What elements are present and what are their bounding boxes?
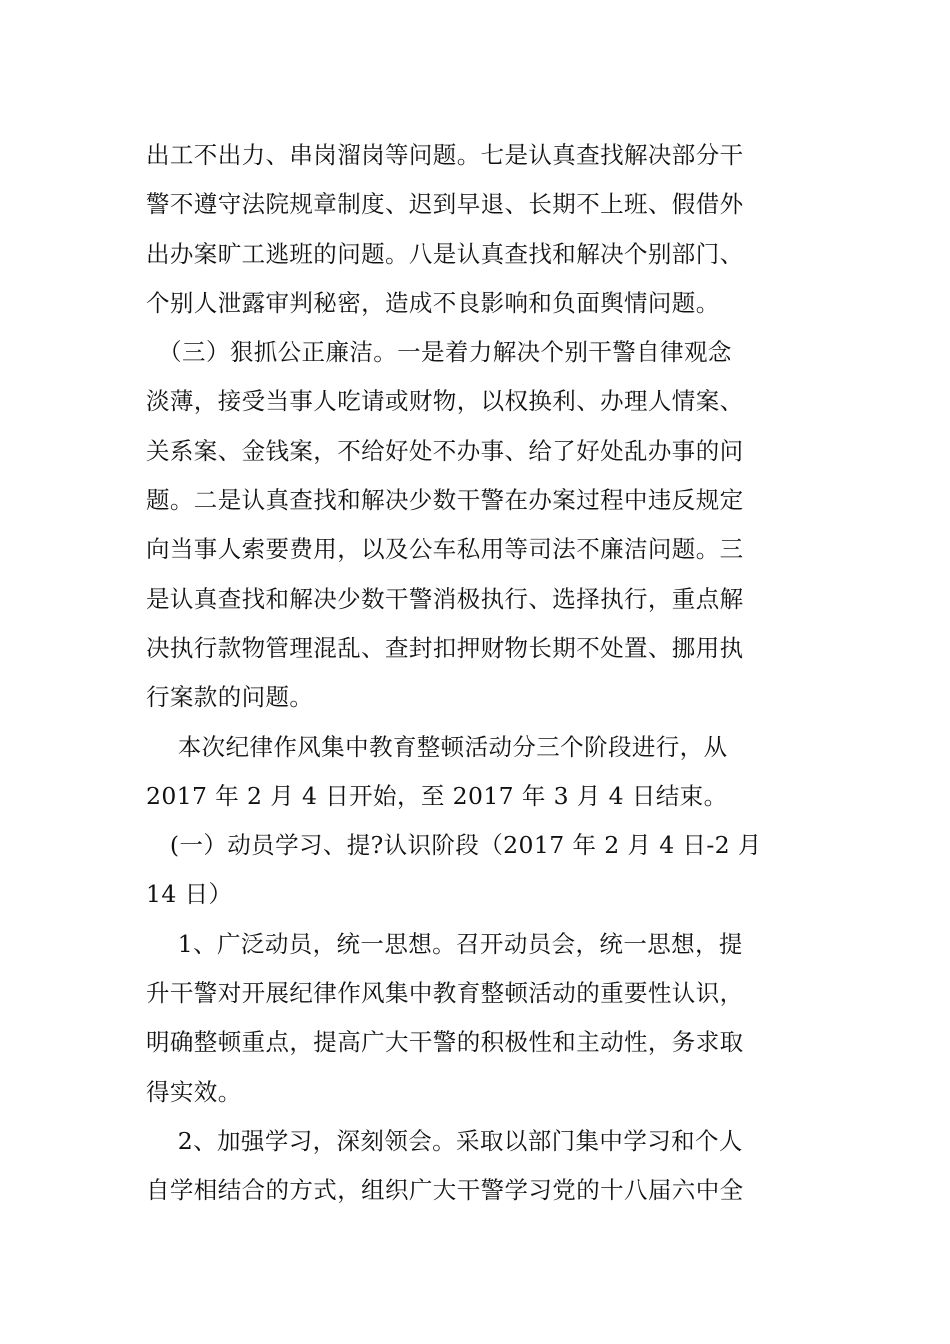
text-line: 自学相结合的方式，组织广大干警学习党的十八届六中全 bbox=[146, 1176, 744, 1205]
text-line: 得实效。 bbox=[146, 1077, 242, 1106]
text-line: 题。二是认真查找和解决少数干警在办案过程中违反规定 bbox=[146, 486, 744, 515]
text-line: 个别人泄露审判秘密，造成不良影响和负面舆情问题。 bbox=[146, 288, 720, 317]
text-line: 淡薄，接受当事人吃请或财物，以权换利、办理人情案、 bbox=[146, 387, 744, 416]
text-line: 14 日） bbox=[146, 880, 233, 909]
text-line: 明确整顿重点，提高广大干警的积极性和主动性，务求取 bbox=[146, 1028, 744, 1057]
text-line: 是认真查找和解决少数干警消极执行、选择执行，重点解 bbox=[146, 584, 744, 613]
text-line: 行案款的问题。 bbox=[146, 683, 314, 712]
text-line: （三）狠抓公正廉洁。一是着力解决个别干警自律观念 bbox=[146, 338, 732, 367]
document-body bbox=[146, 131, 811, 1216]
text-line: 警不遵守法院规章制度、迟到早退、长期不上班、假借外 bbox=[146, 190, 744, 219]
text-line: 本次纪律作风集中教育整顿活动分三个阶段进行，从 bbox=[146, 732, 728, 761]
text-line: 出办案旷工逃班的问题。八是认真查找和解决个别部门、 bbox=[146, 239, 744, 268]
text-line: 2、加强学习，深刻领会。采取以部门集中学习和个人 bbox=[146, 1126, 743, 1155]
text-line: 决执行款物管理混乱、查封扣押财物长期不处置、挪用执 bbox=[146, 633, 744, 662]
text-line: 出工不出力、串岗溜岗等问题。七是认真查找解决部分干 bbox=[146, 141, 744, 169]
text-line: 向当事人索要费用，以及公车私用等司法不廉洁问题。三 bbox=[146, 535, 744, 564]
text-line: 关系案、金钱案，不给好处不办事、给了好处乱办事的问 bbox=[146, 436, 744, 465]
text-line: 2017 年 2 月 4 日开始，至 2017 年 3 月 4 日结束。 bbox=[146, 781, 728, 810]
text-line: 1、广泛动员，统一思想。召开动员会，统一思想，提 bbox=[146, 929, 743, 958]
text-line: (一）动员学习、提?认识阶段（2017 年 2 月 4 日-2 月 bbox=[146, 831, 762, 860]
text-line: 升干警对开展纪律作风集中教育整顿活动的重要性认识， bbox=[146, 979, 744, 1008]
